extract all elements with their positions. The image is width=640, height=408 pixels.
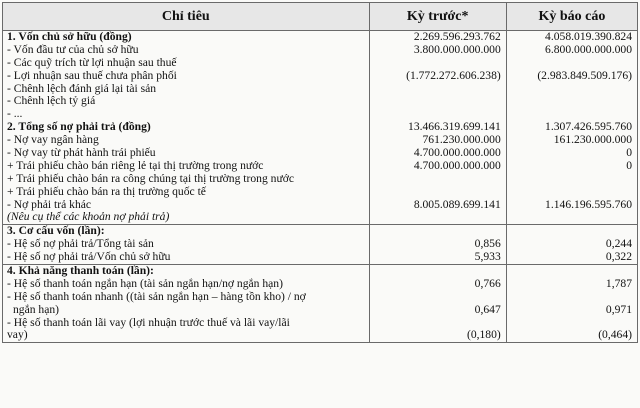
curr-value: (0,464) [598,328,632,342]
curr-value: 0,971 [605,302,632,316]
prev-value: 2.269.596.293.762 [413,30,501,43]
row-label: - Các quỹ trích từ lợi nhuận sau thuế [7,55,177,69]
row-label: - ... [7,107,23,121]
row-label: - Lợi nhuận sau thuế chưa phân phối [7,68,177,82]
row-label: - Hệ số thanh toán lãi vay (lợi nhuận trước thuế và lãi vay/lãi [7,315,290,329]
row-label: vay) [7,328,28,342]
curr-value: 0,322 [605,250,632,264]
table-header-row [3,3,638,31]
prev-value [370,95,506,108]
row-label: - Nợ phải trả khác [7,197,92,211]
row-label: - Hệ số thanh toán ngắn hạn (tài sản ngắn hạn/nợ ngắn hạn) [7,276,283,290]
curr-value [507,224,637,238]
row-label: - Hệ số thanh toán nhanh ((tài sản ngắn hạn – hàng tồn kho) / nợ [7,289,306,303]
prev-value [370,173,506,186]
curr-value [507,186,637,199]
row-label-liabilities: 2. Tổng số nợ phải trả (đồng) [7,120,151,134]
criteria-column [3,31,370,343]
curr-value: 4.058.019.390.824 [545,30,632,43]
curr-value [507,264,637,278]
row-label: - Nợ vay ngân hàng [7,133,99,147]
prev-value [370,211,506,224]
prev-value: 4.700.000.000.000 [413,158,501,172]
prev-value: (1.772.272.606.238) [406,68,501,82]
header-prev-period: Kỳ trước* [369,3,506,31]
row-label-capital-structure: 3. Cơ cấu vốn (lần): [3,224,369,238]
prev-value [370,57,506,70]
header-criteria: Chỉ tiêu [3,3,370,31]
row-label: - Vốn đầu tư của chủ sở hữu [7,42,139,56]
prev-value: 0,766 [474,276,501,290]
curr-value: 6.800.000.000.000 [545,42,632,56]
row-label: + Trái phiếu chào bán riêng lẻ tại thị trường trong nước [7,158,264,172]
curr-value [507,83,637,96]
row-label-equity: 1. Vốn chủ sở hữu (đồng) [7,30,132,43]
row-label: - Hệ số nợ phải trả/Tổng tài sản [7,237,154,251]
prev-value: 8.005.089.699.141 [413,197,501,211]
prev-value: 761.230.000.000 [422,133,501,147]
row-label: ngắn hạn) [13,302,60,316]
curr-value: 0 [626,158,632,172]
prev-value [370,186,506,199]
row-label: - Hệ số nợ phải trả/Vốn chủ sở hữu [7,250,171,264]
curr-value [507,173,637,186]
row-label: + Trái phiếu chào bán ra thị trường quốc tế [7,184,206,198]
financial-indicators-table [2,2,638,343]
curr-value [507,57,637,70]
prev-value: 5,933 [474,250,501,264]
prev-value [370,83,506,96]
header-report-period: Kỳ báo cáo [506,3,637,31]
curr-value: 1.146.196.595.760 [545,197,632,211]
report-period-column [506,31,637,343]
row-label: - Chênh lệch đánh giá lại tài sản [7,81,157,95]
row-label: - Chênh lệch tỷ giá [7,94,96,108]
prev-value: 13.466.319.699.141 [408,120,501,134]
prev-value [370,291,506,304]
prev-value: 0,856 [474,237,501,251]
curr-value: 1,787 [605,276,632,290]
curr-value: 1.307.426.595.760 [545,120,632,134]
curr-value [507,211,637,224]
row-label-solvency: 4. Khả năng thanh toán (lần): [3,264,369,278]
curr-value: 161.230.000.000 [553,133,632,147]
prev-period-column [369,31,506,343]
prev-value: 0,647 [474,302,501,316]
prev-value: 3.800.000.000.000 [413,42,501,56]
row-label-note: (Nêu cụ thể các khoản nợ phải trả) [7,210,170,224]
prev-value [370,224,506,238]
prev-value: 4.700.000.000.000 [413,146,501,160]
curr-value: 0 [626,146,632,160]
row-label: - Nợ vay từ phát hành trái phiếu [7,146,156,160]
prev-value: (0,180) [466,328,501,342]
curr-value [507,95,637,108]
curr-value [507,291,637,304]
prev-value [370,264,506,278]
curr-value: 0,244 [605,237,632,251]
curr-value: (2.983.849.509.176) [537,68,632,82]
table-body-row [3,31,638,343]
row-label: + Trái phiếu chào bán ra công chúng tại thị trường trong nước [7,171,295,185]
